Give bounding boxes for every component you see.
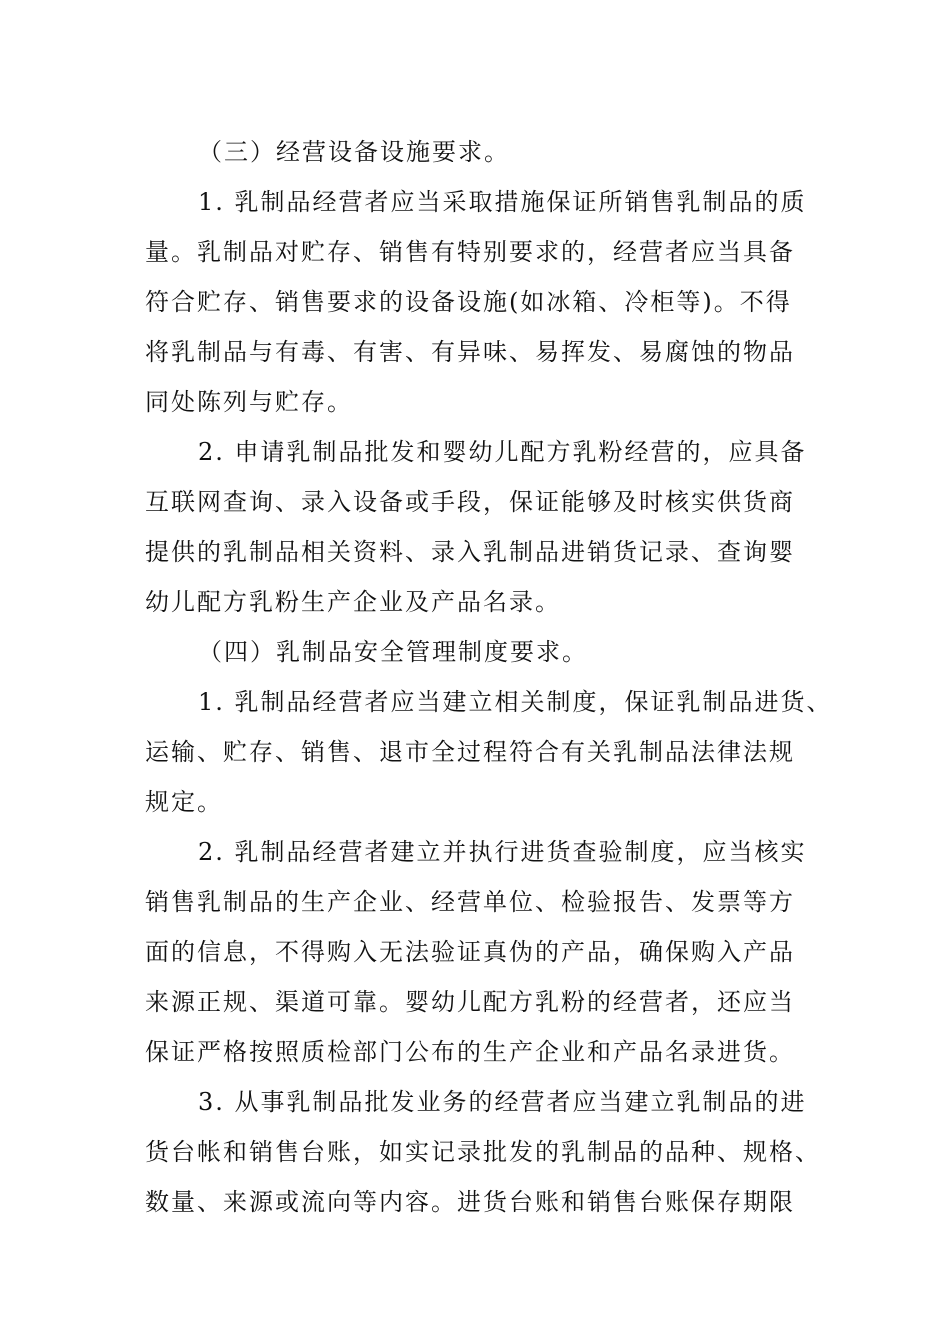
paragraph-line: 来源正规、渠道可靠。婴幼儿配方乳粉的经营者，还应当 (145, 988, 795, 1016)
paragraph-line: 规定。 (145, 788, 223, 816)
heading-section-4: （四）乳制品安全管理制度要求。 (198, 638, 588, 666)
paragraph-line: 3. 从事乳制品批发业务的经营者应当建立乳制品的进 (198, 1088, 807, 1116)
paragraph-line: 销售乳制品的生产企业、经营单位、检验报告、发票等方 (145, 888, 795, 916)
paragraph-line: 2. 乳制品经营者建立并执行进货查验制度，应当核实 (198, 838, 807, 866)
paragraph-line: 互联网查询、录入设备或手段，保证能够及时核实供货商 (145, 488, 795, 516)
paragraph-line: 幼儿配方乳粉生产企业及产品名录。 (145, 588, 561, 616)
paragraph-line: 将乳制品与有毒、有害、有异味、易挥发、易腐蚀的物品 (145, 338, 795, 366)
paragraph-line: 数量、来源或流向等内容。进货台账和销售台账保存期限 (145, 1188, 795, 1216)
paragraph-line: 2. 申请乳制品批发和婴幼儿配方乳粉经营的，应具备 (198, 438, 807, 466)
paragraph-line: 面的信息，不得购入无法验证真伪的产品，确保购入产品 (145, 938, 795, 966)
paragraph-line: 运输、贮存、销售、退市全过程符合有关乳制品法律法规 (145, 738, 795, 766)
paragraph-line: 1. 乳制品经营者应当建立相关制度，保证乳制品进货、 (198, 688, 833, 716)
paragraph-line: 提供的乳制品相关资料、录入乳制品进销货记录、查询婴 (145, 538, 795, 566)
paragraph-line: 符合贮存、销售要求的设备设施(如冰箱、冷柜等)。不得 (145, 288, 792, 316)
paragraph-line: 同处陈列与贮存。 (145, 388, 353, 416)
heading-section-3: （三）经营设备设施要求。 (198, 138, 510, 166)
paragraph-line: 货台帐和销售台账，如实记录批发的乳制品的品种、规格、 (145, 1138, 821, 1166)
paragraph-line: 1. 乳制品经营者应当采取措施保证所销售乳制品的质 (198, 188, 807, 216)
paragraph-line: 量。乳制品对贮存、销售有特别要求的，经营者应当具备 (145, 238, 795, 266)
paragraph-line: 保证严格按照质检部门公布的生产企业和产品名录进货。 (145, 1038, 795, 1066)
